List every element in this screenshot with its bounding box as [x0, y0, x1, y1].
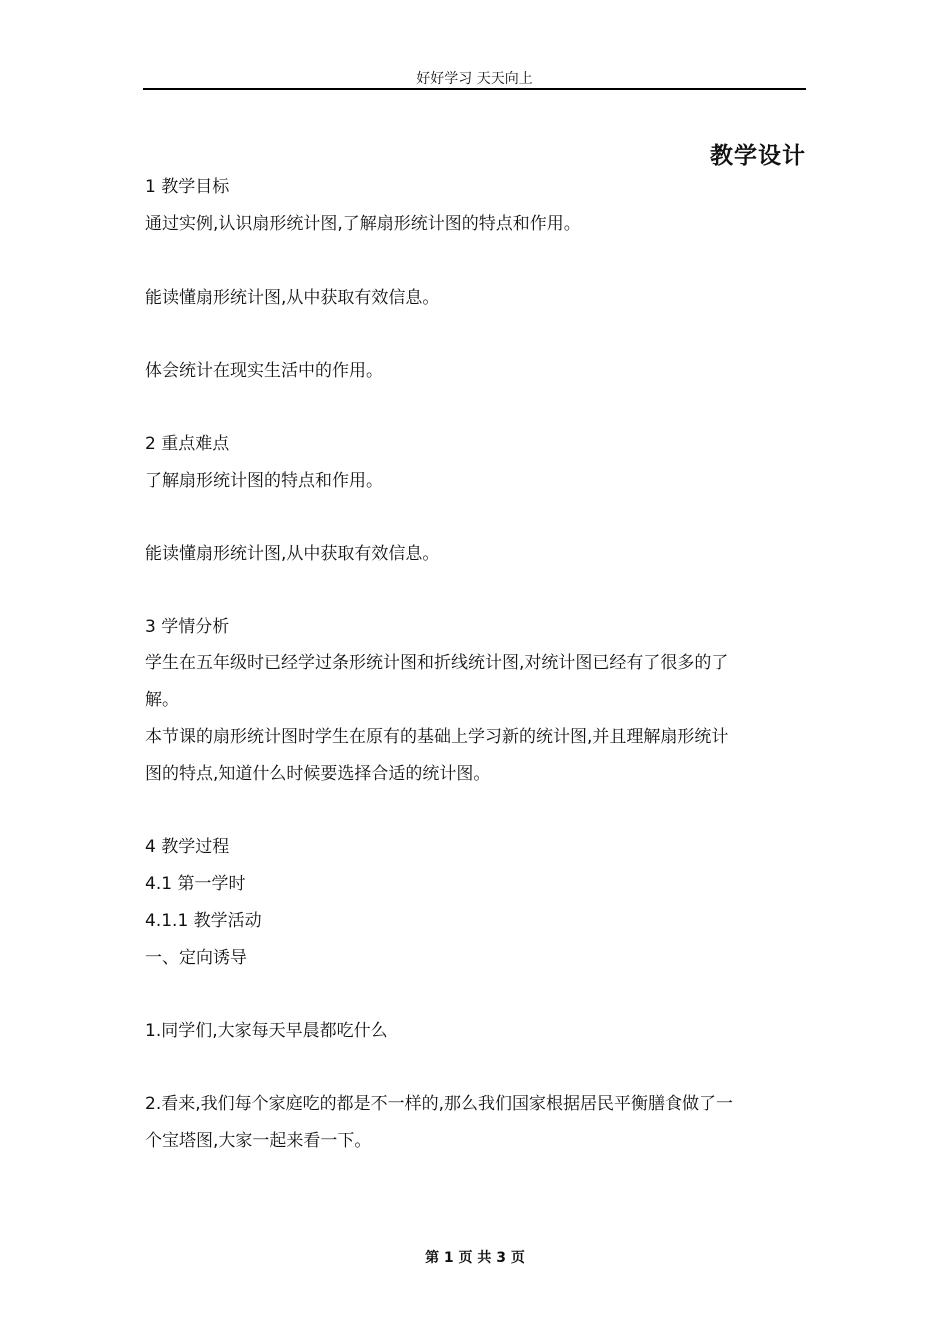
page-header: 好好学习 天天向上	[416, 71, 533, 87]
section-heading-objectives: 1 教学目标	[145, 177, 230, 197]
paragraph: 通过实例,认识扇形统计图,了解扇形统计图的特点和作用。	[145, 214, 581, 234]
paragraph: 能读懂扇形统计图,从中获取有效信息。	[145, 288, 440, 308]
section-heading-analysis: 3 学情分析	[145, 617, 230, 637]
document-title: 教学设计	[710, 143, 806, 169]
section-heading-key-points: 2 重点难点	[145, 434, 230, 454]
paragraph-line: 图的特点,知道什么时候要选择合适的统计图。	[145, 764, 491, 784]
paragraph-line: 学生在五年级时已经学过条形统计图和折线统计图,对统计图已经有了很多的了	[145, 653, 729, 673]
page-footer: 第 1 页 共 3 页	[425, 1250, 525, 1266]
paragraph: 1.同学们,大家每天早晨都吃什么	[145, 1021, 388, 1041]
paragraph: 了解扇形统计图的特点和作用。	[145, 471, 383, 491]
section-heading-process: 4 教学过程	[145, 837, 230, 857]
header-rule	[143, 88, 806, 90]
subsection-heading: 一、定向诱导	[145, 948, 247, 968]
paragraph-line: 解。	[145, 690, 179, 710]
paragraph: 能读懂扇形统计图,从中获取有效信息。	[145, 544, 440, 564]
paragraph: 体会统计在现实生活中的作用。	[145, 361, 383, 381]
subsection-heading: 4.1.1 教学活动	[145, 911, 262, 931]
paragraph-line: 本节课的扇形统计图时学生在原有的基础上学习新的统计图,并且理解扇形统计	[145, 727, 729, 747]
paragraph-line: 个宝塔图,大家一起来看一下。	[145, 1131, 372, 1151]
paragraph-line: 2.看来,我们每个家庭吃的都是不一样的,那么我们国家根据居民平衡膳食做了一	[145, 1094, 734, 1114]
subsection-heading: 4.1 第一学时	[145, 874, 246, 894]
